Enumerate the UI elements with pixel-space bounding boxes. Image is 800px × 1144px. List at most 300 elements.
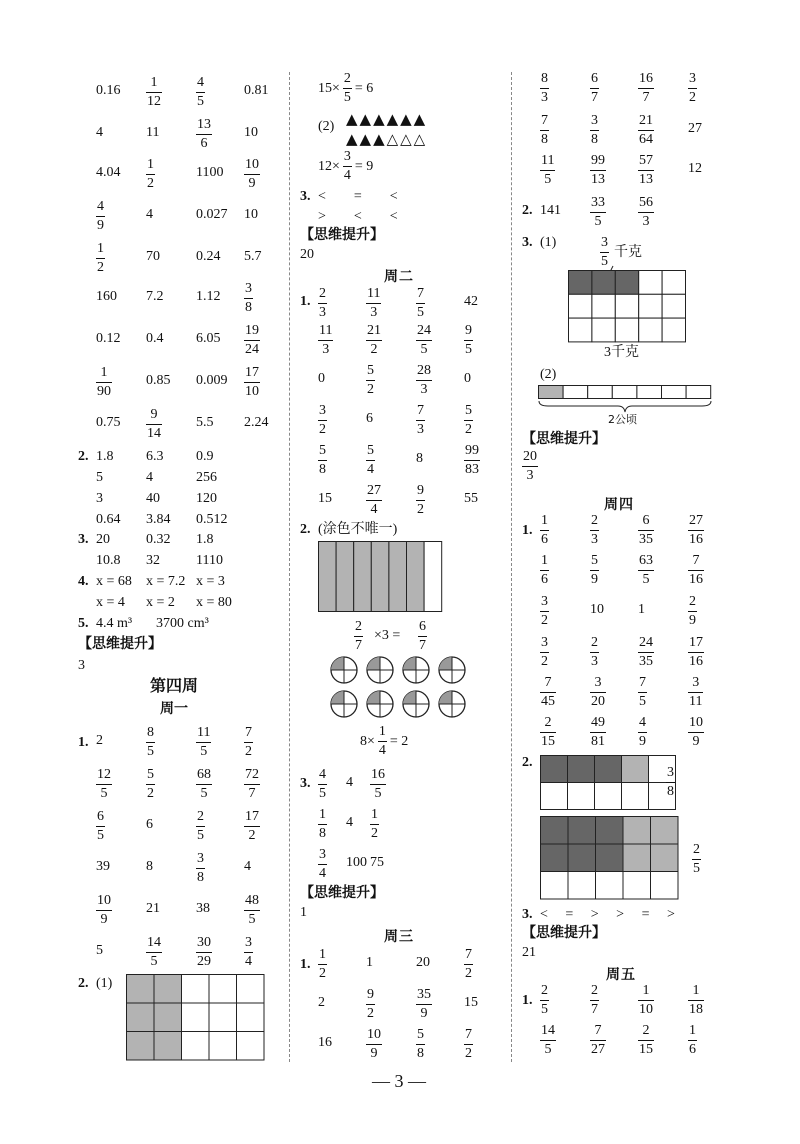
equation (318, 150, 373, 183)
answer (590, 716, 606, 749)
grid-cell (651, 817, 679, 845)
denominator: 11 (689, 694, 703, 709)
answer: 2 (318, 995, 325, 1010)
denominator: 8 (197, 870, 204, 885)
denominator: 8 (319, 826, 326, 841)
numerator: 16 (371, 767, 385, 782)
numerator: 2 (642, 1023, 650, 1038)
note: (涂色不唯一) (318, 522, 398, 537)
w4-answer: 8 (146, 859, 153, 874)
denominator: 8 (245, 300, 252, 315)
numerator: 1 (378, 724, 386, 739)
numerator: 7 (594, 1023, 602, 1038)
numerator: 3 (319, 403, 326, 418)
grid-cell (651, 872, 679, 900)
answer (416, 484, 425, 517)
eq-part: ×3 = (374, 628, 401, 643)
answer (688, 595, 697, 628)
answer (638, 72, 654, 105)
numerator: 4 (97, 199, 104, 214)
column-divider (289, 72, 290, 1062)
answer (464, 948, 473, 981)
grid-cell (541, 817, 569, 845)
day-title: 周五 (606, 967, 636, 983)
triangle-row: ▲▲▲△△△ (346, 130, 428, 148)
denominator: 2 (417, 502, 424, 517)
question-number: 3. (300, 189, 311, 204)
w4-answer (146, 768, 155, 801)
w4-answer (96, 894, 112, 927)
week3-answer: 0.81 (244, 83, 269, 98)
denominator: 4 (245, 954, 252, 969)
numerator: 5 (465, 403, 472, 418)
numerator: 2 (541, 983, 548, 998)
shaded-quarter (367, 691, 380, 704)
answer (638, 1024, 654, 1057)
eq-part: = 9 (354, 158, 374, 174)
denominator: 8 (417, 1046, 424, 1061)
grid-cell (651, 844, 679, 872)
unit-label: 千克 (614, 245, 642, 260)
denominator: 4 (367, 462, 374, 477)
q2-answer: 120 (196, 491, 217, 506)
q2-answer: 4 (146, 470, 153, 485)
fraction (692, 843, 701, 876)
denominator: 5 (343, 90, 351, 105)
question-number: 1. (78, 735, 89, 750)
denominator: 3 (417, 422, 424, 437)
answer (416, 287, 425, 320)
answer (366, 287, 381, 320)
think-heading: 【思维提升】 (300, 228, 384, 243)
w4-answer (244, 936, 253, 969)
numerator: 1 (541, 513, 548, 528)
numerator: 14 (541, 1023, 555, 1038)
grid-cell (662, 318, 685, 342)
answer: 42 (464, 294, 478, 309)
w4-answer (196, 810, 205, 843)
denominator: 29 (197, 954, 211, 969)
grid-cell (596, 817, 624, 845)
grid-cell (154, 975, 182, 1004)
answer: 16 (318, 1035, 332, 1050)
week3-answer: 0.027 (196, 207, 228, 222)
denominator: 5 (544, 1042, 552, 1057)
numerator: 3 (245, 281, 252, 296)
q4-answer: x = 68 (96, 574, 132, 589)
grid-cell (569, 294, 592, 318)
numerator: 4 (639, 715, 646, 730)
question-number: 1. (522, 523, 533, 538)
grid-cell (592, 318, 615, 342)
numerator: 13 (197, 117, 211, 132)
grid-cell (623, 844, 651, 872)
denominator: 5 (639, 694, 646, 709)
fraction (343, 72, 352, 105)
answer (688, 716, 704, 749)
answer (318, 808, 327, 841)
numerator: 1 (100, 365, 108, 380)
answer (590, 676, 606, 709)
grid-cell (237, 975, 265, 1004)
fraction (600, 236, 609, 269)
grid-cell (568, 817, 596, 845)
denominator: 2 (367, 382, 374, 397)
answer (638, 636, 654, 669)
grid-cell (539, 386, 564, 399)
grid-cell (596, 844, 624, 872)
answer (540, 984, 549, 1017)
week3-answer: 0.24 (196, 249, 221, 264)
numerator: 7 (417, 286, 424, 301)
w4-answer (196, 768, 212, 801)
think-answer: 1 (300, 905, 307, 920)
shaded-quarter (367, 657, 380, 670)
q3-answer: 10.8 (96, 553, 121, 568)
answer (540, 1024, 556, 1057)
answer (464, 1028, 473, 1061)
answer (638, 554, 654, 587)
answer (318, 324, 333, 357)
eq-part: = 6 (354, 80, 374, 96)
fraction (343, 150, 352, 183)
week3-answer (244, 366, 260, 399)
numerator: 1 (150, 75, 158, 90)
denominator: 81 (591, 734, 605, 749)
grid-cell (662, 271, 685, 295)
fraction (522, 450, 538, 483)
numerator: 4 (197, 75, 204, 90)
denominator: 6 (200, 136, 208, 151)
numerator: 24 (639, 635, 653, 650)
numerator: 9 (417, 483, 424, 498)
grid-cell (662, 294, 685, 318)
denominator: 5 (100, 786, 108, 801)
fraction (666, 766, 675, 799)
week3-answer (146, 158, 155, 191)
denominator: 16 (689, 654, 703, 669)
numerator: 7 (639, 675, 646, 690)
numerator: 72 (245, 767, 259, 782)
denominator: 5 (465, 342, 472, 357)
answer (688, 554, 704, 587)
denominator: 7 (248, 786, 256, 801)
week3-answer (244, 324, 260, 357)
numerator: 10 (367, 1027, 381, 1042)
answer (590, 636, 599, 669)
denominator: 4 (319, 866, 326, 881)
denominator: 45 (541, 694, 555, 709)
sub-label: (1) (96, 976, 113, 991)
numerator: 1 (642, 983, 650, 998)
grid-cell (154, 1003, 182, 1032)
day-title: 周四 (604, 497, 634, 513)
sub-label: (2) (540, 367, 557, 382)
denominator: 9 (248, 176, 256, 191)
grid-cell (623, 872, 651, 900)
answer (688, 1024, 697, 1057)
q3-answer: 1110 (196, 553, 223, 568)
denominator: 7 (591, 1002, 598, 1017)
answer (540, 72, 549, 105)
fraction-bar-diagram (318, 541, 442, 612)
q5-answer: 4.4 m³ (96, 616, 133, 631)
weight-grid-diagram (568, 270, 686, 342)
q3-answer: 1.8 (196, 532, 214, 547)
numerator: 1 (319, 807, 326, 822)
equation (318, 72, 373, 105)
grid-cell (541, 783, 568, 810)
grid-cell (595, 783, 622, 810)
denominator: 5 (594, 214, 602, 229)
week3-answer (146, 76, 162, 109)
numerator: 6 (419, 619, 426, 634)
grid-cell (592, 294, 615, 318)
question-number: 3. (300, 776, 311, 791)
denominator: 20 (591, 694, 605, 709)
denominator: 8 (541, 132, 548, 147)
q4-answer: x = 3 (196, 574, 225, 589)
numerator: 7 (544, 675, 552, 690)
grid-cell (569, 318, 592, 342)
denominator: 4 (343, 168, 351, 183)
denominator: 9 (639, 734, 646, 749)
denominator: 7 (419, 638, 426, 653)
denominator: 5 (417, 305, 424, 320)
week3-answer: 5.7 (244, 249, 262, 264)
denominator: 5 (541, 1002, 548, 1017)
denominator: 7 (642, 90, 650, 105)
answer (688, 636, 704, 669)
q2-answer: 5 (96, 470, 103, 485)
question-number: 4. (78, 574, 89, 589)
numerator: 2 (319, 286, 326, 301)
numerator: 11 (367, 286, 381, 301)
week3-answer: 7.2 (146, 289, 164, 304)
numerator: 10 (245, 157, 259, 172)
numerator: 33 (591, 195, 605, 210)
shaded-quarter (403, 657, 416, 670)
numerator: 2 (355, 619, 362, 634)
answer (318, 768, 327, 801)
answer (590, 984, 599, 1017)
grid-cell (182, 1003, 210, 1032)
fraction (638, 196, 654, 229)
week3-answer (96, 242, 105, 275)
day-title: 周二 (384, 269, 414, 285)
week3-answer (96, 200, 105, 233)
q2-answer: 3.84 (146, 512, 171, 527)
grid-cell (541, 872, 569, 900)
week3-answer: 4 (146, 207, 153, 222)
denominator: 3 (322, 342, 330, 357)
denominator: 2 (147, 176, 154, 191)
answer (688, 514, 704, 547)
week3-answer: 6.05 (196, 331, 221, 346)
question-number: 2. (300, 522, 311, 537)
question-number: 2. (522, 203, 533, 218)
week3-answer: 0.75 (96, 415, 121, 430)
grid-cell (637, 386, 662, 399)
denominator: 15 (639, 1042, 653, 1057)
grid-cell (127, 1003, 155, 1032)
denominator: 5 (248, 912, 256, 927)
denominator: 2 (245, 744, 252, 759)
grid-cell (354, 542, 372, 612)
grid-cell (237, 1032, 265, 1061)
answer (688, 676, 703, 709)
numerator: 2 (693, 842, 700, 857)
denominator: 5 (544, 172, 552, 187)
denominator: 14 (147, 426, 161, 441)
comparison: > < < (318, 209, 398, 224)
denominator: 10 (639, 1002, 653, 1017)
answer (540, 514, 549, 547)
answer (416, 988, 432, 1021)
answer: 27 (688, 121, 702, 136)
denominator: 8 (667, 784, 674, 799)
numerator: 10 (97, 893, 111, 908)
answer (590, 72, 599, 105)
numerator: 30 (197, 935, 211, 950)
denominator: 9 (100, 912, 108, 927)
grid-cell (596, 872, 624, 900)
denominator: 2 (147, 786, 154, 801)
comparison: < = < (318, 189, 398, 204)
numerator: 56 (639, 195, 653, 210)
w4-answer: 21 (146, 901, 160, 916)
answer: 4 (346, 775, 353, 790)
fraction-grid-diagram (540, 816, 679, 900)
numerator: 57 (639, 153, 653, 168)
q3-answer: 20 (96, 532, 110, 547)
denominator: 2 (248, 828, 256, 843)
week3-answer (96, 366, 112, 399)
numerator: 17 (245, 809, 259, 824)
grid-cell (154, 1032, 182, 1061)
numerator: 27 (689, 513, 703, 528)
week-title: 第四周 (150, 676, 199, 695)
numerator: 2 (689, 594, 696, 609)
numerator: 17 (689, 635, 703, 650)
q2-answer: 0.9 (196, 449, 214, 464)
triangle-row: ▲▲▲▲▲▲ (346, 110, 428, 128)
answer (416, 324, 432, 357)
answer (540, 114, 549, 147)
q3-answer: 0.32 (146, 532, 171, 547)
question-number: 1. (300, 294, 311, 309)
answer (318, 444, 327, 477)
numerator: 2 (591, 635, 598, 650)
grid-cell (615, 271, 638, 295)
grid-cell (336, 542, 354, 612)
grid-cell (686, 386, 711, 399)
numerator: 21 (639, 113, 653, 128)
week3-answer: 0.12 (96, 331, 121, 346)
answer (638, 716, 647, 749)
fraction (590, 196, 606, 229)
denominator: 5 (200, 744, 208, 759)
answer (416, 364, 432, 397)
answer (590, 114, 599, 147)
answer: 75 (370, 855, 384, 870)
numerator: 24 (417, 323, 431, 338)
w4-answer (196, 852, 205, 885)
denominator: 27 (591, 1042, 605, 1057)
w4-answer (244, 810, 260, 843)
numerator: 5 (147, 767, 154, 782)
answer (540, 716, 556, 749)
q4-answer: x = 80 (196, 595, 232, 610)
question-number: 2. (78, 449, 89, 464)
denominator: 4 (370, 502, 378, 517)
week3-answer: 0.16 (96, 83, 121, 98)
denominator: 5 (374, 786, 382, 801)
denominator: 3 (541, 90, 548, 105)
grid-cell (592, 271, 615, 295)
denominator: 2 (319, 422, 326, 437)
question-number: 2. (78, 976, 89, 991)
answer (318, 948, 327, 981)
week3-answer: 160 (96, 289, 117, 304)
question-number: 1. (300, 957, 311, 972)
brace-path (539, 401, 711, 412)
answer (366, 1028, 382, 1061)
answer: 15 (464, 995, 478, 1010)
grid-cell (568, 756, 595, 783)
answer (590, 154, 606, 187)
denominator: 2 (319, 966, 326, 981)
denominator: 6 (541, 532, 548, 547)
eq-part: 8× (360, 733, 375, 749)
answer: 0 (464, 371, 471, 386)
question-number: 3. (522, 907, 533, 922)
numerator: 5 (591, 553, 598, 568)
answer (540, 595, 549, 628)
grid-cell (639, 318, 662, 342)
numerator: 3 (197, 851, 204, 866)
grid-cell (568, 844, 596, 872)
denominator: 9 (97, 218, 104, 233)
w4-answer: 4 (244, 859, 251, 874)
question-number: 1. (522, 993, 533, 1008)
numerator: 9 (150, 407, 158, 422)
denominator: 9 (591, 572, 598, 587)
week3-answer (244, 158, 260, 191)
answer: 12 (688, 161, 702, 176)
w4-answer: 6 (146, 817, 153, 832)
grid-cell (615, 294, 638, 318)
answer (638, 984, 654, 1017)
q5-answer: 3700 cm³ (156, 616, 209, 631)
numerator: 5 (367, 443, 374, 458)
numerator: 9 (465, 323, 472, 338)
numerator: 8 (147, 725, 154, 740)
q2-answer: 40 (146, 491, 160, 506)
numerator: 20 (523, 449, 537, 464)
numerator: 10 (689, 715, 703, 730)
numerator: 63 (639, 553, 653, 568)
grid-cell (569, 271, 592, 295)
answer (464, 324, 473, 357)
numerator: 4 (319, 767, 326, 782)
grid-cell (127, 1032, 155, 1061)
comparison: < = > > = > (540, 907, 675, 922)
numerator: 11 (197, 725, 211, 740)
think-heading: 【思维提升】 (522, 926, 606, 941)
numerator: 1 (97, 241, 104, 256)
denominator: 2 (541, 654, 548, 669)
